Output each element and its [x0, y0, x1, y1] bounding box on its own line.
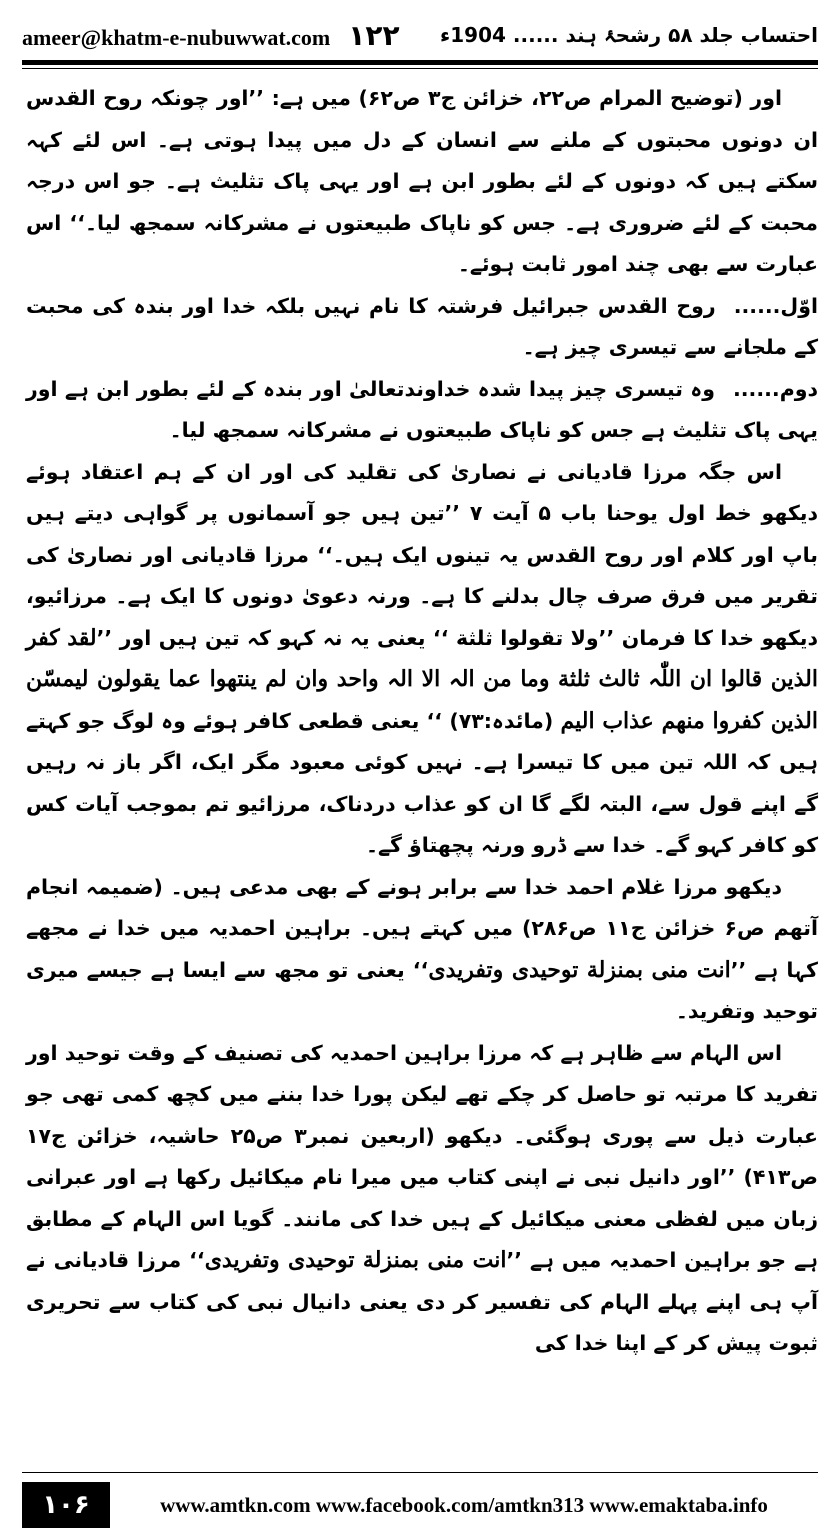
- label-second: دوم......: [732, 376, 818, 401]
- footer-rule: [22, 1472, 818, 1473]
- paragraph-trinity-text: اس جگہ مرزا قادیانی نے نصاریٰ کی تقلید کی اور ان کے ہم اعتقاد ہوئے دیکھو خط اول یوحنا باب ۵ آیت ۷ ’’تین ہیں جو آسمانوں پر گواہی دیتے ہیں باپ اور کلام اور روح القدس یہ تینوں ایک ہیں۔‘‘ مرزا قادیانی اور نصاریٰ کی تقریر میں فرق صرف چال بدلنے کا ہے۔ ورنہ دعویٰ دونوں کا ایک ہے۔ مرزائیو، دیکھو خدا کا فرمان ’’ولا تقولوا ثلثة ‘‘ یعنی یہ نہ کہو کہ تین ہیں اور ’’: [26, 459, 818, 650]
- header-rule-thick: [22, 60, 818, 65]
- paragraph-first: [26, 286, 818, 369]
- arabic-verse: کفر الذین قالوا ان اللّٰہ ثالث ثلثة وما من الہ الا الہ واحد وان لم ینتھوا عما یقولون لیمسّن الذین کفروا منھم عذاب الیم: [26, 624, 818, 734]
- page-body: [26, 78, 818, 1365]
- page-header: [22, 14, 818, 56]
- label-first: اوّل......: [733, 293, 818, 318]
- paragraph-ilham-end: ‘‘ مرزا قادیانی نے آپ ہی اپنے پہلے الہام کی تفسیر کر دی یعنی دانیال نبی کی کتاب سے تحریری ثبوت پیش کر کے اپنا خدا کی: [26, 1248, 818, 1355]
- paragraph-second: [26, 369, 818, 452]
- paragraph-claim-translation: ‘‘ یعنی تو مجھ سے ایسا ہے جیسے میری توحید وتفرید۔: [26, 957, 818, 1023]
- footer-links: www.amtkn.com www.facebook.com/amtkn313 www.emaktaba.info: [160, 1492, 768, 1517]
- header-rule-thin: [22, 68, 818, 69]
- paragraph-claim-text: دیکھو مرزا غلام احمد خدا سے برابر ہونے کے بھی مدعی ہیں۔ (ضمیمہ انجام آتھم ص۶ خزائن ج۱۱ ص۲۸۶) میں کہتے ہیں۔ براہین احمدیہ میں خدا نے مجھے کہا ہے ’’: [26, 874, 818, 982]
- header-email: ameer@khatm-e-nubuwwat.com: [22, 24, 331, 50]
- paragraph-claim: [26, 867, 818, 1033]
- paragraph-trinity: [26, 452, 818, 867]
- paragraph-second-text: وہ تیسری چیز پیدا شدہ خداوندتعالیٰ اور بندہ کے لئے بطور ابن ہے اور یہی پاک تثلیث ہے جس کو ناپاک طبیعتوں نے مشرکانہ سمجھ لیا۔: [26, 376, 818, 442]
- paragraph-ilham-text: اس الہام سے ظاہر ہے کہ مرزا براہین احمدیہ کی تصنیف کے وقت توحید اور تفرید کا مرتبہ تو حاصل کر چکے تھے لیکن پورا خدا بننے میں کچھ کمی تھی جو عبارت ذیل سے پوری ہوگئی۔ دیکھو (اربعین نمبر۳ ص۲۵ حاشیہ، خزائن ج۱۷ ص۴۱۳) ’’اور دانیل نبی نے اپنی کتاب میں میرا نام میکائیل رکھا ہے اور عبرانی زبان میں لفظی معنی میکائیل کے ہیں خدا کی مانند۔ گویا اس الہام کے مطابق ہے جو براہین احمدیہ میں ہے ’’: [26, 1040, 818, 1272]
- header-left: [22, 19, 400, 52]
- paragraph-1: اور (توضیح المرام ص۲۲، خزائن ج۳ ص۶۲) میں ہے: ’’اور چونکہ روح القدس ان دونوں محبتوں کے ملنے سے انسان کے دل میں پیدا ہوتی ہے۔ اس لئے کہہ سکتے ہیں کہ دونوں کے لئے بطور ابن ہے اور یہی پاک تثلیث ہے۔ جو اس درجہ محبت کے لئے ضروری ہے۔ جس کو ناپاک طبیعتوں نے مشرکانہ سمجھ لیا۔‘‘ اس عبارت سے بھی چند امور ثابت ہوئے۔: [26, 86, 818, 276]
- header-page-number: ۱۲۲: [348, 18, 400, 52]
- arabic-laqad: لقد: [67, 624, 97, 651]
- paragraph-verse-translation: (مائدہ:۷۳) ‘‘ یعنی قطعی کافر ہوئے وہ لوگ جو کہتے ہیں کہ اللہ تین میں کا تیسرا ہے۔ نہیں کوئی معبود مگر ایک، اگر باز نہ رہیں گے اپنے قول سے، البتہ لگے گا ان کو عذاب دردناک، مرزائیو تم بموجب آیات کس کو کافر کہو گے۔ خدا سے ڈرو ورنہ پچھتاؤ گے۔: [26, 708, 818, 857]
- page-footer: [22, 1482, 818, 1528]
- paragraph-ilham: [26, 1033, 818, 1365]
- arabic-ilham-repeat: انت منی بمنزلة توحیدی وتفریدی: [204, 1247, 507, 1273]
- footer-page-number: ۱۰۶: [22, 1482, 110, 1528]
- arabic-ilham: انت منی بمنزلة توحیدی وتفریدی: [428, 956, 731, 983]
- paragraph-first-text: روح القدس جبرائیل فرشتہ کا نام نہیں بلکہ خدا اور بندہ کی محبت کے ملجانے سے تیسری چیز ہے۔: [26, 293, 818, 359]
- header-volume: احتساب جلد ۵۸ رشحۂ ہند ...... 1904ء: [440, 23, 818, 47]
